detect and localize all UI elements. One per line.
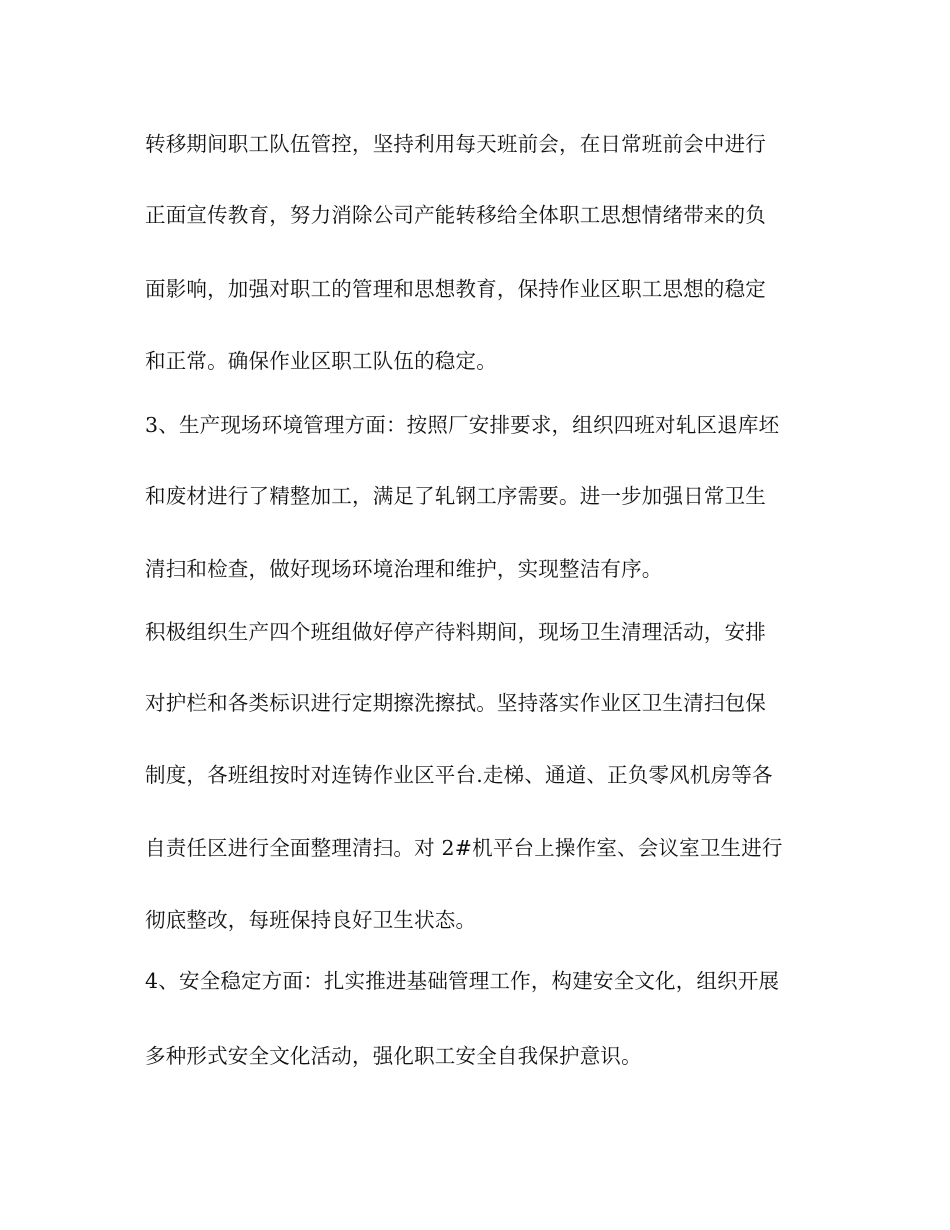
paragraph-line: 自责任区进行全面整理清扫。对 2#机平台上操作室、会议室卫生进行 [145,836,783,860]
paragraph-line: 转移期间职工队伍管控，坚持利用每天班前会，在日常班前会中进行 [145,132,766,156]
section-3-line: 3、生产现场环境管理方面：按照厂安排要求，组织四班对轧区退库坯 [145,413,780,437]
paragraph-line: 制度，各班组按时对连铸作业区平台.走梯、通道、正负零风机房等各 [145,763,773,787]
paragraph-line: 和正常。确保作业区职工队伍的稳定。 [145,349,497,373]
paragraph-line: 积极组织生产四个班组做好停产待料期间，现场卫生清理活动，安排 [145,620,766,644]
paragraph-line: 和废材进行了精整加工，满足了轧钢工序需要。进一步加强日常卫生 [145,484,766,508]
paragraph-line: 面影响，加强对职工的管理和思想教育，保持作业区职工思想的稳定 [145,277,766,301]
paragraph-line: 彻底整改，每班保持良好卫生状态。 [145,908,477,932]
paragraph-line: 正面宣传教育，努力消除公司产能转移给全体职工思想情绪带来的负 [145,203,766,227]
paragraph-line: 对护栏和各类标识进行定期擦洗擦拭。坚持落实作业区卫生清扫包保 [145,691,766,715]
paragraph-line: 清扫和检查，做好现场环境治理和维护，实现整洁有序。 [145,557,663,581]
section-4-line: 4、安全稳定方面：扎实推进基础管理工作，构建安全文化，组织开展 [145,969,780,993]
paragraph-line: 多种形式安全文化活动，强化职工安全自我保护意识。 [145,1044,642,1068]
